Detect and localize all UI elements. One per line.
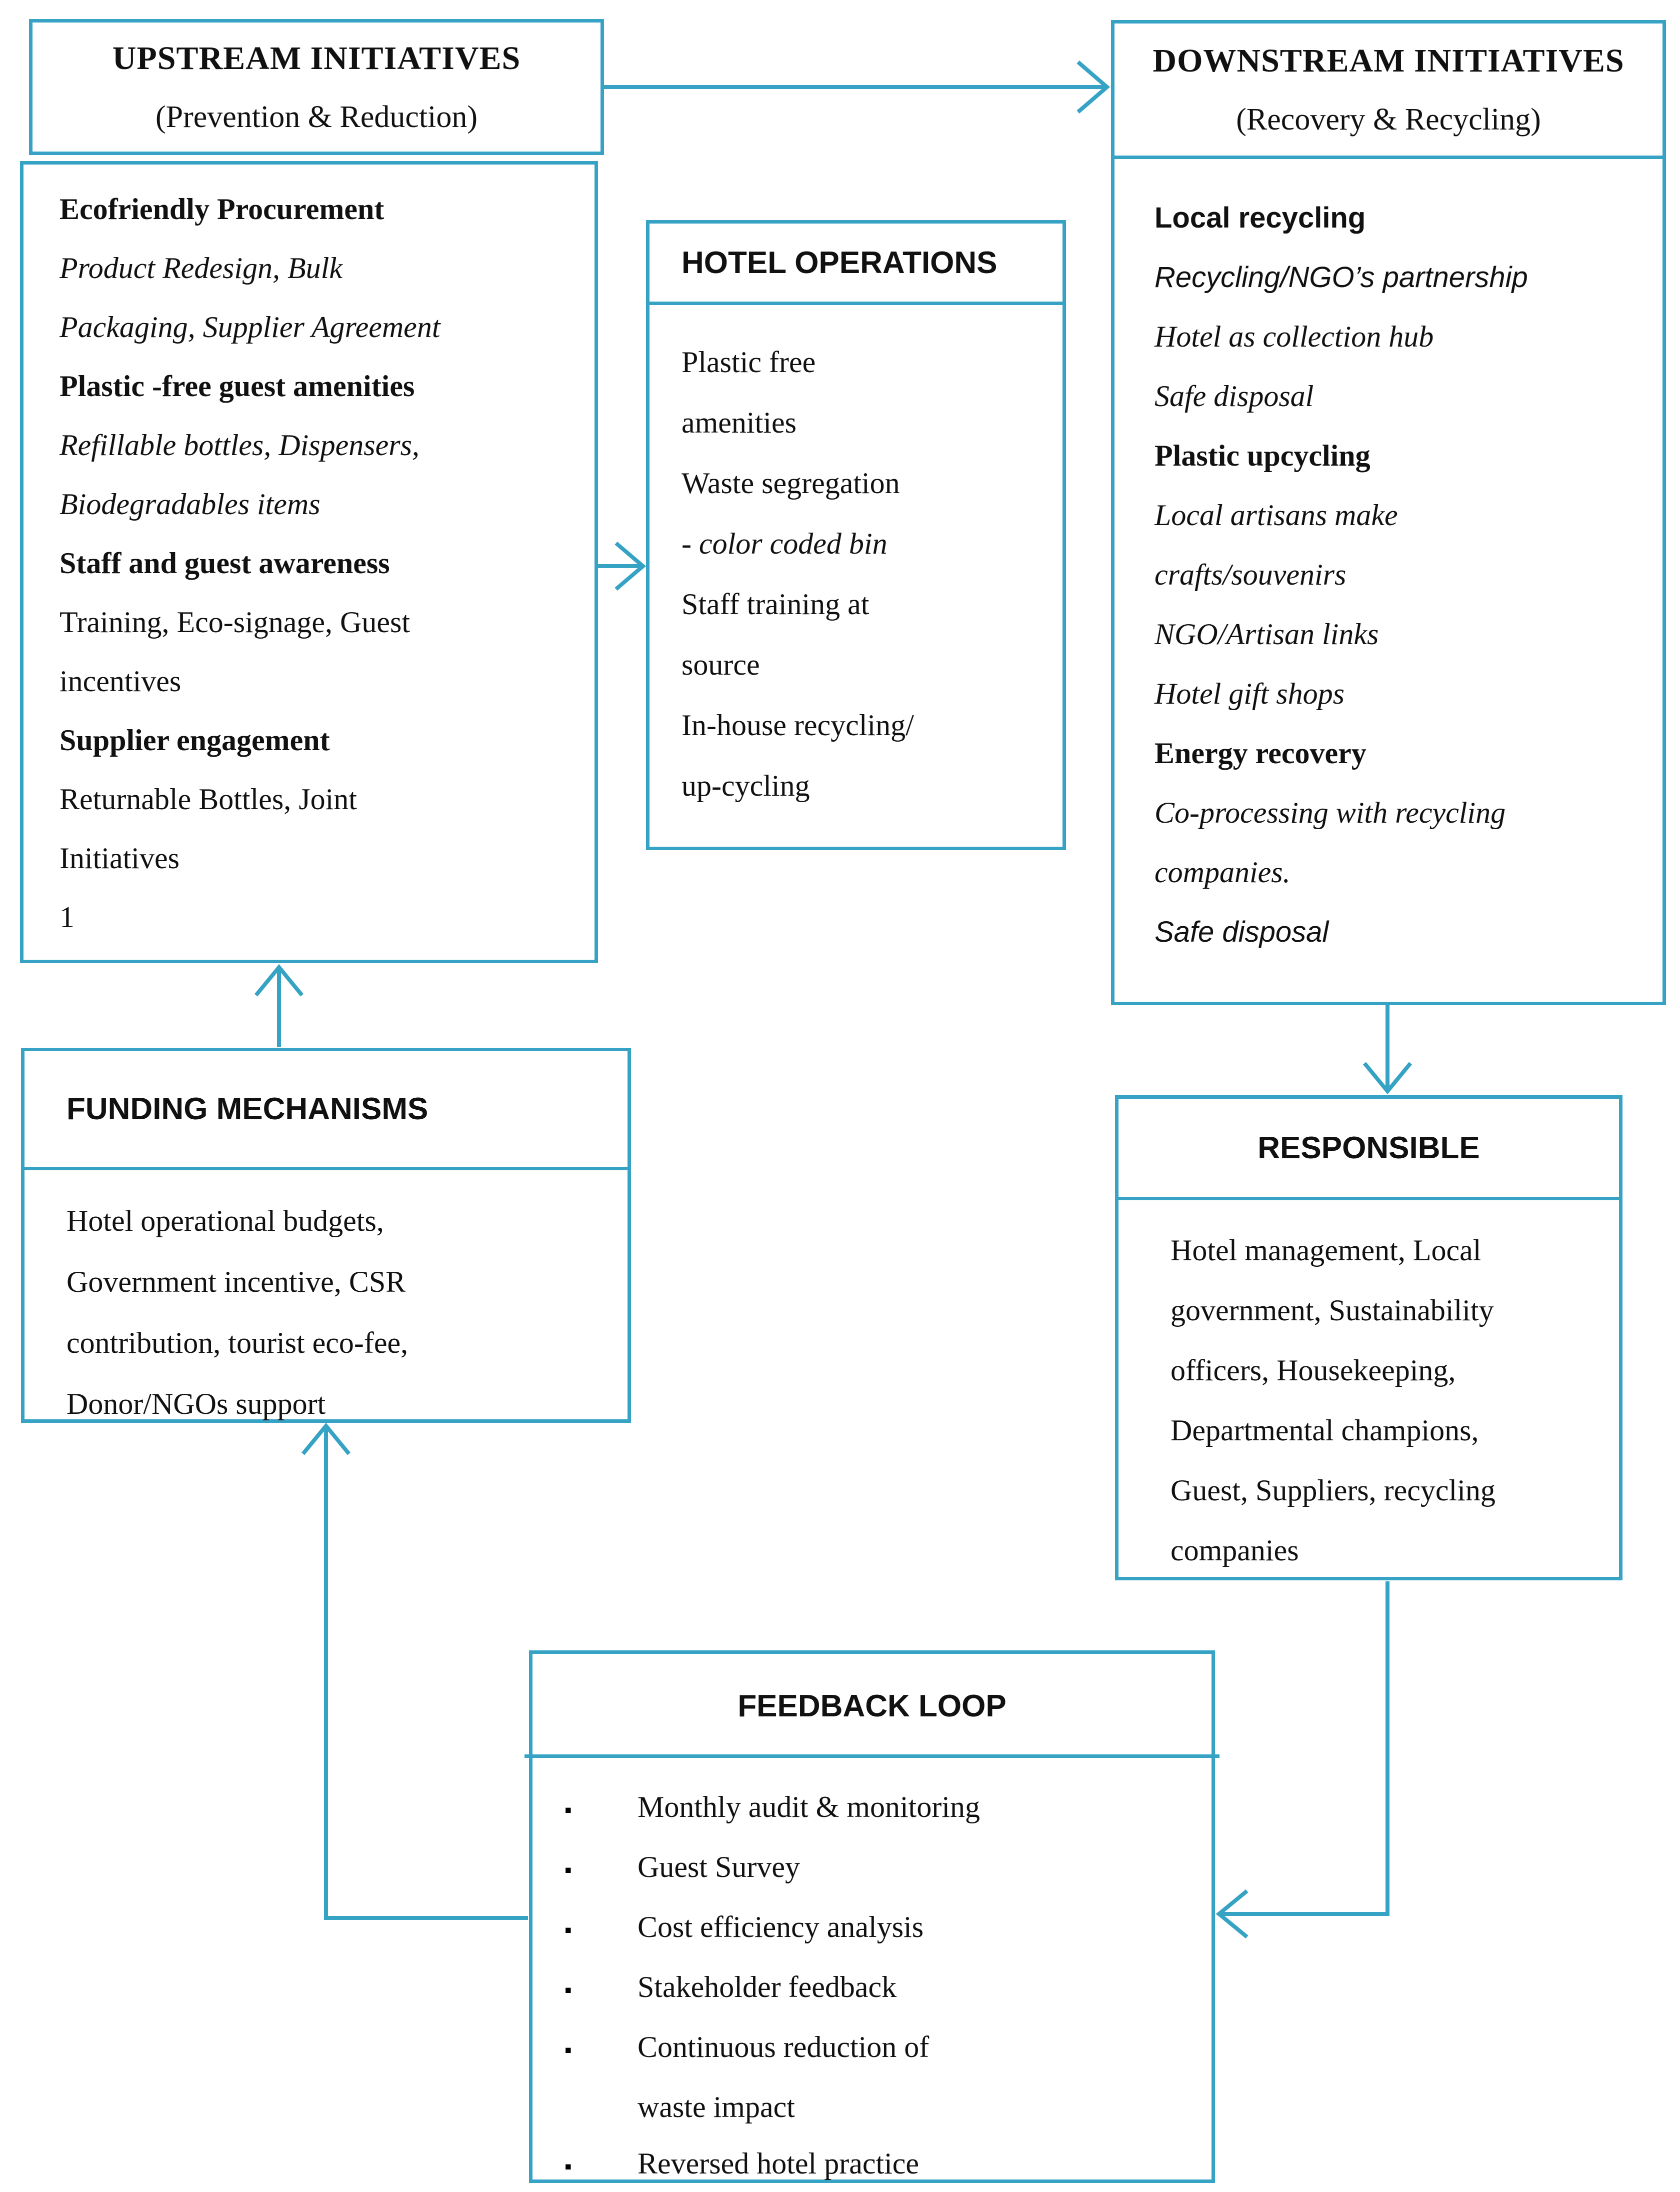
text-line: In-house recycling/ (682, 709, 914, 742)
text-line: Government incentive, CSR (66, 1265, 406, 1298)
feedback-body-text (532, 1758, 1212, 2192)
text-line: Safe disposal (1154, 916, 1329, 948)
upstream-initiatives-body-box (20, 161, 598, 963)
bullet-text: Continuous reduction of (638, 2030, 930, 2063)
downstream-body-text (1114, 159, 1662, 962)
text-line: Refillable bottles, Dispensers, (60, 429, 420, 462)
text-line: amenities (682, 406, 796, 439)
bullet-line (564, 2079, 1202, 2135)
text-line: Guest, Suppliers, recycling (1170, 1474, 1496, 1507)
upstream-initiatives-header-box (29, 19, 604, 155)
text-line: Safe disposal (1154, 380, 1314, 413)
responsible-body-text (1118, 1200, 1619, 1580)
text-line: incentives (60, 665, 182, 698)
bullet-line (564, 1839, 1202, 1899)
upstream-body-text (24, 165, 594, 947)
text-line: Co-processing with recycling (1154, 796, 1506, 829)
arrow-responsible-to-feedback (1219, 1581, 1388, 1937)
bullet-text: Reversed hotel practice (638, 2147, 920, 2180)
text-line: Returnable Bottles, Joint (60, 783, 357, 816)
downstream-subtitle: (Recovery & Recycling) (1236, 102, 1541, 137)
text-line: Hotel management, Local (1170, 1234, 1482, 1267)
funding-body-text (24, 1170, 628, 1434)
text-line: Waste segregation (682, 467, 900, 500)
bullet-line (564, 2019, 1202, 2079)
text-line: Supplier engagement (60, 724, 330, 757)
arrow-upstream-to-downstream (604, 62, 1107, 112)
arrow-upstream-to-hotel-operations (598, 543, 643, 589)
text-line: Donor/NGOs support (66, 1387, 326, 1420)
text-line: companies (1170, 1534, 1299, 1567)
square-bullet-icon: ▪ (564, 2155, 572, 2178)
upstream-title: UPSTREAM INITIATIVES (112, 40, 521, 77)
arrow-feedback-to-funding (303, 1426, 528, 1918)
text-line: Departmental champions, (1170, 1414, 1479, 1447)
text-line: officers, Housekeeping, (1170, 1354, 1456, 1387)
hotel-operations-title: HOTEL OPERATIONS (682, 245, 998, 280)
text-line: Packaging, Supplier Agreement (60, 311, 440, 344)
text-line: source (682, 648, 760, 681)
bullet-line (564, 1899, 1202, 1959)
arrow-downstream-to-responsible (1364, 1005, 1410, 1091)
square-bullet-icon: ▪ (564, 1799, 572, 1822)
square-bullet-icon: ▪ (564, 2039, 572, 2062)
text-line: contribution, tourist eco-fee, (66, 1326, 408, 1359)
text-line: NGO/Artisan links (1154, 618, 1379, 651)
hotel-operations-body-text (650, 305, 1062, 816)
feedback-header-separator (524, 1754, 1220, 1758)
bullet-line (564, 2135, 1202, 2192)
square-bullet-icon: ▪ (564, 1859, 572, 1882)
funding-header (24, 1051, 628, 1170)
text-line: Local artisans make (1154, 499, 1398, 532)
text-line: Recycling/NGO’s partnership (1154, 261, 1528, 294)
bullet-text: Cost efficiency analysis (638, 1910, 924, 1943)
text-line: companies. (1154, 856, 1290, 889)
text-line: Plastic upcycling (1154, 439, 1370, 472)
feedback-title: FEEDBACK LOOP (738, 1688, 1006, 1723)
upstream-header (32, 23, 600, 152)
responsible-box (1115, 1095, 1622, 1580)
hotel-operations-header (650, 224, 1062, 305)
text-line: up-cycling (682, 769, 810, 802)
text-line: crafts/souvenirs (1154, 558, 1346, 591)
hotel-operations-box (646, 220, 1066, 850)
square-bullet-icon: ▪ (564, 1979, 572, 2002)
text-line: Hotel as collection hub (1154, 320, 1434, 353)
text-line: Energy recovery (1154, 737, 1366, 770)
text-line: 1 (60, 901, 74, 934)
responsible-header (1118, 1099, 1619, 1200)
text-line: Staff and guest awareness (60, 547, 390, 580)
feedback-header (532, 1654, 1212, 1758)
text-line: Product Redesign, Bulk (60, 252, 342, 285)
funding-mechanisms-box (21, 1048, 631, 1423)
square-bullet-icon: ▪ (564, 1919, 572, 1942)
downstream-header (1114, 24, 1662, 159)
text-line: Biodegradables items (60, 488, 320, 521)
bullet-line (564, 1779, 1202, 1839)
downstream-initiatives-box (1111, 20, 1666, 1005)
text-line: - color coded bin (682, 527, 888, 560)
text-line: Initiatives (60, 842, 180, 875)
text-line: Plastic -free guest amenities (60, 370, 415, 403)
text-line: Hotel gift shops (1154, 677, 1345, 710)
bullet-text: Monthly audit & monitoring (638, 1790, 980, 1823)
feedback-loop-box (529, 1650, 1215, 2183)
funding-title: FUNDING MECHANISMS (66, 1092, 428, 1126)
bullet-text: Guest Survey (638, 1850, 800, 1883)
arrow-funding-to-upstream (256, 967, 302, 1047)
responsible-title: RESPONSIBLE (1258, 1130, 1480, 1165)
bullet-text: Stakeholder feedback (638, 1970, 897, 2003)
text-line: government, Sustainability (1170, 1294, 1494, 1327)
text-line: Training, Eco-signage, Guest (60, 606, 410, 639)
bullet-line (564, 1959, 1202, 2019)
text-line: Ecofriendly Procurement (60, 193, 384, 226)
text-line: Staff training at (682, 588, 870, 621)
text-line: Local recycling (1154, 202, 1366, 234)
bullet-text: waste impact (638, 2090, 795, 2123)
upstream-subtitle: (Prevention & Reduction) (156, 100, 478, 134)
downstream-title: DOWNSTREAM INITIATIVES (1152, 42, 1624, 79)
text-line: Hotel operational budgets, (66, 1204, 384, 1237)
text-line: Plastic free (682, 346, 816, 379)
